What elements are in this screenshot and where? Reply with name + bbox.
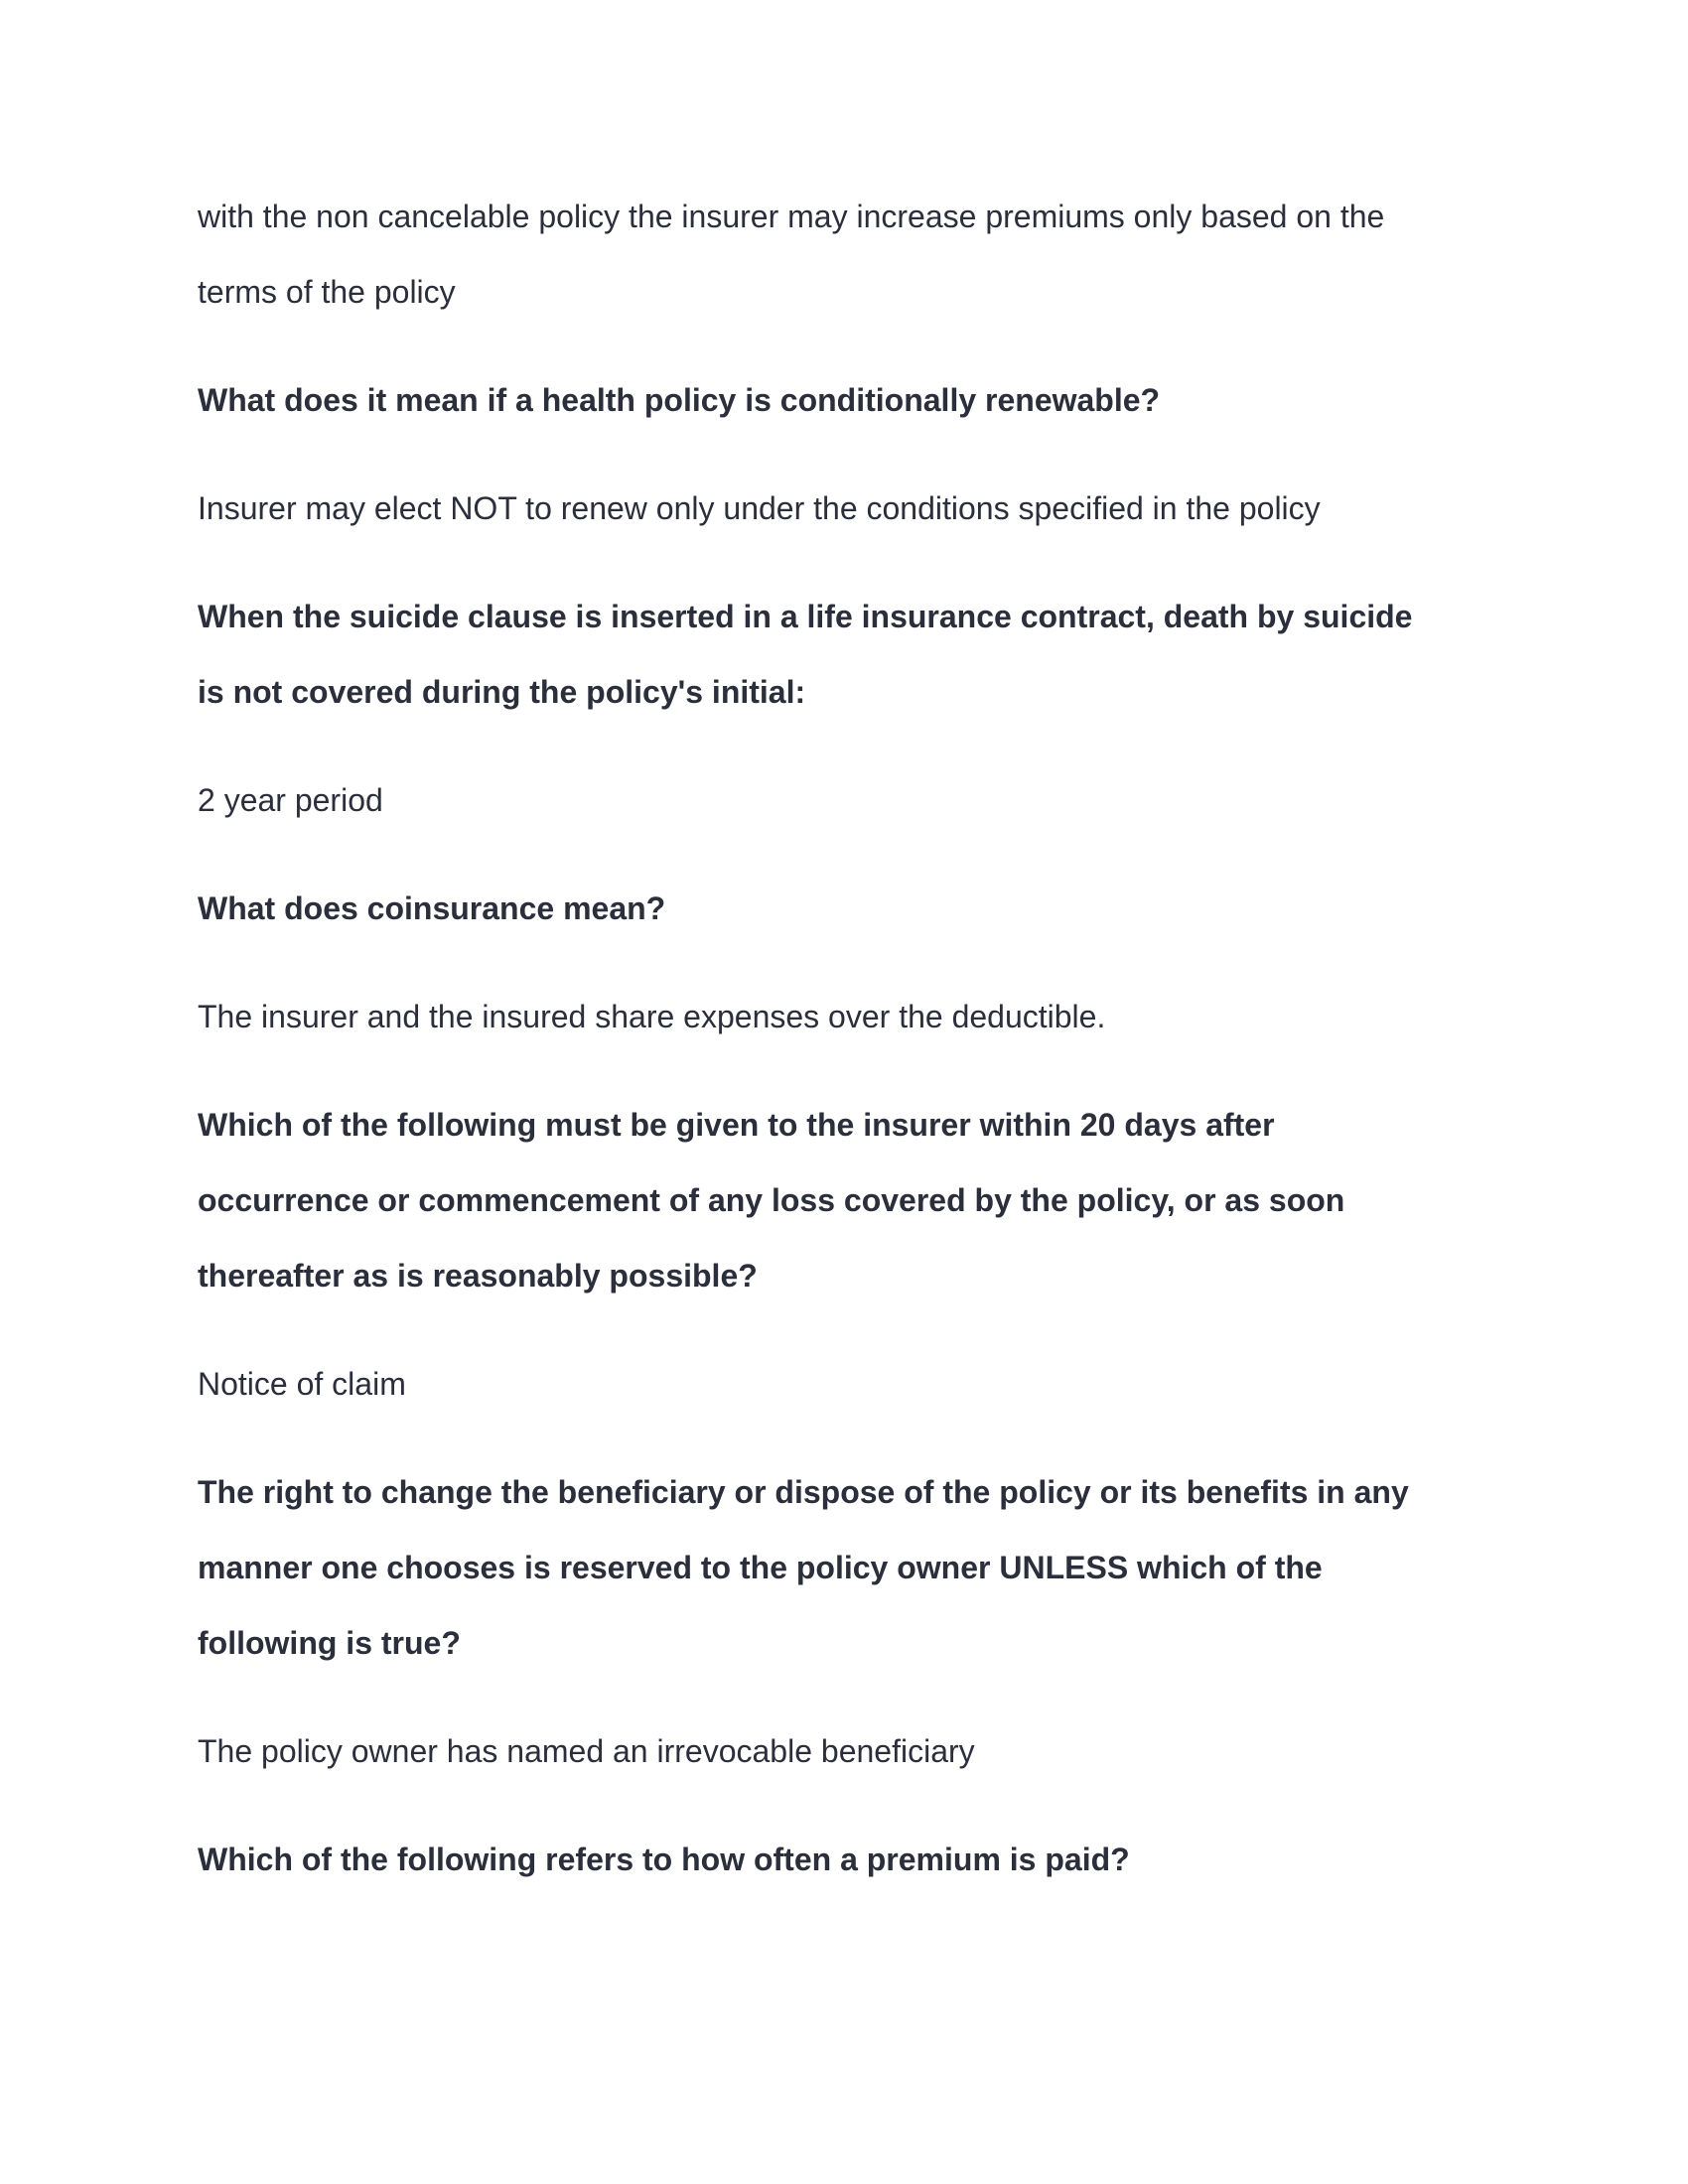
question-text — [198, 1087, 1488, 1313]
text-line: manner one chooses is reserved to the policy owner UNLESS which of the — [198, 1550, 1323, 1585]
question-text — [198, 871, 1488, 946]
text-line: Which of the following must be given to the insurer within 20 days after — [198, 1107, 1275, 1143]
text-line: occurrence or commencement of any loss covered by the policy, or as soon — [198, 1182, 1345, 1218]
text-line: terms of the policy — [198, 274, 456, 310]
text-line: Notice of claim — [198, 1366, 406, 1402]
answer-text — [198, 471, 1488, 546]
text-line: Which of the following refers to how often a premium is paid? — [198, 1842, 1130, 1877]
text-line: The policy owner has named an irrevocable beneficiary — [198, 1733, 975, 1769]
document-page — [198, 179, 1488, 1930]
question-text — [198, 362, 1488, 438]
question-text — [198, 1822, 1488, 1897]
text-line: The insurer and the insured share expenses over the deductible. — [198, 999, 1106, 1034]
text-line: thereafter as is reasonably possible? — [198, 1258, 758, 1294]
question-text — [198, 579, 1488, 730]
text-line: What does it mean if a health policy is conditionally renewable? — [198, 382, 1161, 418]
answer-text — [198, 1346, 1488, 1422]
answer-text — [198, 762, 1488, 838]
text-line: following is true? — [198, 1625, 461, 1661]
text-line: is not covered during the policy's initial: — [198, 674, 806, 710]
question-text — [198, 1454, 1488, 1681]
text-line: What does coinsurance mean? — [198, 890, 666, 926]
text-line: The right to change the beneficiary or dispose of the policy or its benefits in any — [198, 1474, 1409, 1510]
text-line: with the non cancelable policy the insurer may increase premiums only based on the — [198, 199, 1385, 234]
text-line: Insurer may elect NOT to renew only under the conditions specified in the policy — [198, 490, 1321, 526]
answer-text — [198, 979, 1488, 1054]
text-line: 2 year period — [198, 782, 383, 818]
answer-text — [198, 1713, 1488, 1789]
answer-text — [198, 179, 1488, 330]
text-line: When the suicide clause is inserted in a life insurance contract, death by suicide — [198, 599, 1413, 634]
